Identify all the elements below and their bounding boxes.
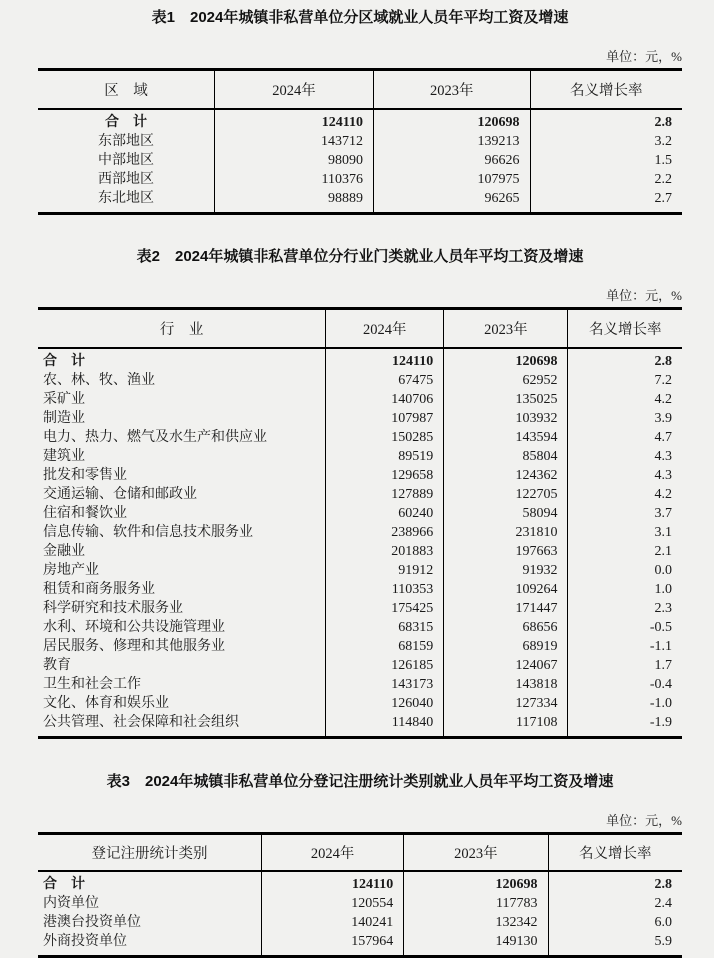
cell-growth: -0.4 [649, 677, 672, 692]
table-row [38, 694, 682, 713]
table-row [38, 348, 682, 371]
cell-2023: 58094 [444, 504, 568, 523]
table-row [38, 913, 682, 932]
row-label: 电力、热力、燃气及水生产和供应业 [38, 428, 326, 447]
table-row [38, 618, 682, 637]
cell-growth: 4.2 [654, 392, 672, 407]
cell-growth: 1.5 [654, 153, 672, 168]
table1-unit-label: 单位：元，% [606, 49, 682, 64]
cell-2024: 126040 [326, 694, 444, 713]
cell-2023: 120698 [404, 871, 548, 894]
cell-2024: 107987 [326, 409, 444, 428]
row-label: 信息传输、软件和信息技术服务业 [38, 523, 326, 542]
table1-region-wages [38, 68, 682, 215]
row-label: 建筑业 [38, 447, 326, 466]
cell-2023: 62952 [444, 371, 568, 390]
cell-2023: 231810 [444, 523, 568, 542]
cell-2023: 122705 [444, 485, 568, 504]
cell-growth: 7.2 [654, 373, 672, 388]
cell-2023: 127334 [444, 694, 568, 713]
cell-growth: 2.8 [654, 877, 672, 892]
table-row [38, 599, 682, 618]
cell-2024: 68159 [326, 637, 444, 656]
cell-2023: 96626 [374, 151, 530, 170]
table-row [38, 132, 682, 151]
cell-growth: 4.3 [654, 449, 672, 464]
cell-2023: 117783 [404, 894, 548, 913]
header-nominal-growth: 名义增长率 [568, 309, 682, 349]
row-label: 合 计 [38, 871, 261, 894]
table1-header-row [38, 70, 682, 110]
cell-growth: 3.2 [654, 134, 672, 149]
header-region: 区 域 [38, 70, 214, 110]
cell-2024: 114840 [326, 713, 444, 738]
cell-2023: 96265 [374, 189, 530, 214]
cell-2023: 120698 [444, 348, 568, 371]
cell-2024: 60240 [326, 504, 444, 523]
cell-2023: 171447 [444, 599, 568, 618]
cell-2024: 68315 [326, 618, 444, 637]
cell-growth: 2.8 [654, 354, 672, 369]
cell-growth: 4.2 [654, 487, 672, 502]
row-label: 金融业 [38, 542, 326, 561]
header-industry: 行 业 [38, 309, 326, 349]
cell-2024: 124110 [261, 871, 403, 894]
cell-growth: 3.7 [654, 506, 672, 521]
row-label: 内资单位 [38, 894, 261, 913]
cell-2024: 124110 [326, 348, 444, 371]
cell-2024: 143712 [214, 132, 373, 151]
table2-header-row [38, 309, 682, 349]
row-label: 教育 [38, 656, 326, 675]
row-label: 住宿和餐饮业 [38, 504, 326, 523]
cell-2024: 127889 [326, 485, 444, 504]
row-label: 东部地区 [38, 132, 214, 151]
cell-2024: 150285 [326, 428, 444, 447]
cell-growth: 2.1 [654, 544, 672, 559]
table-row [38, 170, 682, 189]
cell-growth: 5.9 [654, 934, 672, 949]
cell-growth: 4.7 [654, 430, 672, 445]
cell-2023: 124362 [444, 466, 568, 485]
cell-growth: -1.0 [649, 696, 672, 711]
cell-growth: -1.1 [649, 639, 672, 654]
cell-2023: 68656 [444, 618, 568, 637]
table-row [38, 675, 682, 694]
cell-2024: 110376 [214, 170, 373, 189]
cell-2023: 124067 [444, 656, 568, 675]
cell-2023: 139213 [374, 132, 530, 151]
table-row [38, 561, 682, 580]
table2-unit-label: 单位：元，% [606, 288, 682, 303]
table-row [38, 466, 682, 485]
row-label: 合 计 [38, 348, 326, 371]
header-2023: 2023年 [374, 70, 530, 110]
cell-growth: 1.0 [654, 582, 672, 597]
table2-industry-wages [38, 307, 682, 739]
cell-growth: 0.0 [654, 563, 672, 578]
row-label: 水利、环境和公共设施管理业 [38, 618, 326, 637]
cell-2024: 120554 [261, 894, 403, 913]
row-label: 合 计 [38, 109, 214, 132]
table-row [38, 428, 682, 447]
table3-title: 表3 2024年城镇非私营单位分登记注册统计类别就业人员年平均工资及增速 [106, 773, 614, 790]
cell-2024: 129658 [326, 466, 444, 485]
row-label: 科学研究和技术服务业 [38, 599, 326, 618]
cell-growth: -0.5 [649, 620, 672, 635]
cell-2024: 89519 [326, 447, 444, 466]
cell-growth: 2.8 [654, 115, 672, 130]
row-label: 房地产业 [38, 561, 326, 580]
header-2024: 2024年 [326, 309, 444, 349]
row-label: 制造业 [38, 409, 326, 428]
row-label: 公共管理、社会保障和社会组织 [38, 713, 326, 738]
cell-2023: 103932 [444, 409, 568, 428]
cell-2023: 135025 [444, 390, 568, 409]
cell-growth: 3.9 [654, 411, 672, 426]
header-nominal-growth: 名义增长率 [530, 70, 682, 110]
cell-2024: 201883 [326, 542, 444, 561]
cell-2023: 68919 [444, 637, 568, 656]
table-row [38, 523, 682, 542]
row-label: 卫生和社会工作 [38, 675, 326, 694]
row-label: 文化、体育和娱乐业 [38, 694, 326, 713]
cell-2023: 117108 [444, 713, 568, 738]
cell-2024: 67475 [326, 371, 444, 390]
row-label: 中部地区 [38, 151, 214, 170]
row-label: 港澳台投资单位 [38, 913, 261, 932]
row-label: 采矿业 [38, 390, 326, 409]
table-row [38, 371, 682, 390]
row-label: 西部地区 [38, 170, 214, 189]
table-row [38, 390, 682, 409]
row-label: 东北地区 [38, 189, 214, 214]
header-2024: 2024年 [261, 834, 403, 872]
table3-registration-type-wages [38, 832, 682, 958]
cell-2023: 85804 [444, 447, 568, 466]
header-nominal-growth: 名义增长率 [548, 834, 682, 872]
cell-2024: 124110 [214, 109, 373, 132]
table-row [38, 409, 682, 428]
table2-section [38, 247, 682, 739]
cell-2024: 110353 [326, 580, 444, 599]
header-registration-type: 登记注册统计类别 [38, 834, 261, 872]
table-row [38, 580, 682, 599]
cell-2024: 98889 [214, 189, 373, 214]
cell-2023: 107975 [374, 170, 530, 189]
cell-2024: 126185 [326, 656, 444, 675]
table-row [38, 485, 682, 504]
table3-header-row [38, 834, 682, 872]
row-label: 外商投资单位 [38, 932, 261, 957]
table-row [38, 871, 682, 894]
cell-2023: 143818 [444, 675, 568, 694]
table1-section [38, 8, 682, 215]
row-label: 居民服务、修理和其他服务业 [38, 637, 326, 656]
table-row [38, 189, 682, 214]
cell-2024: 157964 [261, 932, 403, 957]
cell-growth: 3.1 [654, 525, 672, 540]
table-row [38, 656, 682, 675]
cell-2024: 91912 [326, 561, 444, 580]
table-row [38, 637, 682, 656]
cell-2023: 197663 [444, 542, 568, 561]
table-row [38, 447, 682, 466]
cell-growth: 1.7 [654, 658, 672, 673]
row-label: 农、林、牧、渔业 [38, 371, 326, 390]
cell-2023: 109264 [444, 580, 568, 599]
cell-2024: 143173 [326, 675, 444, 694]
cell-growth: 2.4 [654, 896, 672, 911]
row-label: 租赁和商务服务业 [38, 580, 326, 599]
header-2023: 2023年 [404, 834, 548, 872]
cell-growth: 2.7 [654, 191, 672, 206]
table3-unit-label: 单位：元，% [606, 813, 682, 828]
cell-2024: 140706 [326, 390, 444, 409]
cell-2023: 120698 [374, 109, 530, 132]
table-row [38, 109, 682, 132]
cell-2023: 149130 [404, 932, 548, 957]
cell-growth: -1.9 [649, 715, 672, 730]
cell-2024: 140241 [261, 913, 403, 932]
cell-2024: 175425 [326, 599, 444, 618]
table-row [38, 542, 682, 561]
header-2024: 2024年 [214, 70, 373, 110]
table-row [38, 504, 682, 523]
cell-growth: 4.3 [654, 468, 672, 483]
table-row [38, 151, 682, 170]
cell-growth: 2.3 [654, 601, 672, 616]
cell-2024: 238966 [326, 523, 444, 542]
header-2023: 2023年 [444, 309, 568, 349]
cell-growth: 6.0 [654, 915, 672, 930]
cell-2023: 132342 [404, 913, 548, 932]
cell-growth: 2.2 [654, 172, 672, 187]
row-label: 交通运输、仓储和邮政业 [38, 485, 326, 504]
table-row [38, 713, 682, 738]
table1-title: 表1 2024年城镇非私营单位分区域就业人员年平均工资及增速 [151, 9, 569, 26]
cell-2024: 98090 [214, 151, 373, 170]
table-row [38, 894, 682, 913]
row-label: 批发和零售业 [38, 466, 326, 485]
cell-2023: 91932 [444, 561, 568, 580]
table-row [38, 932, 682, 957]
table2-title: 表2 2024年城镇非私营单位分行业门类就业人员年平均工资及增速 [136, 248, 584, 265]
table3-section [38, 772, 682, 958]
cell-2023: 143594 [444, 428, 568, 447]
